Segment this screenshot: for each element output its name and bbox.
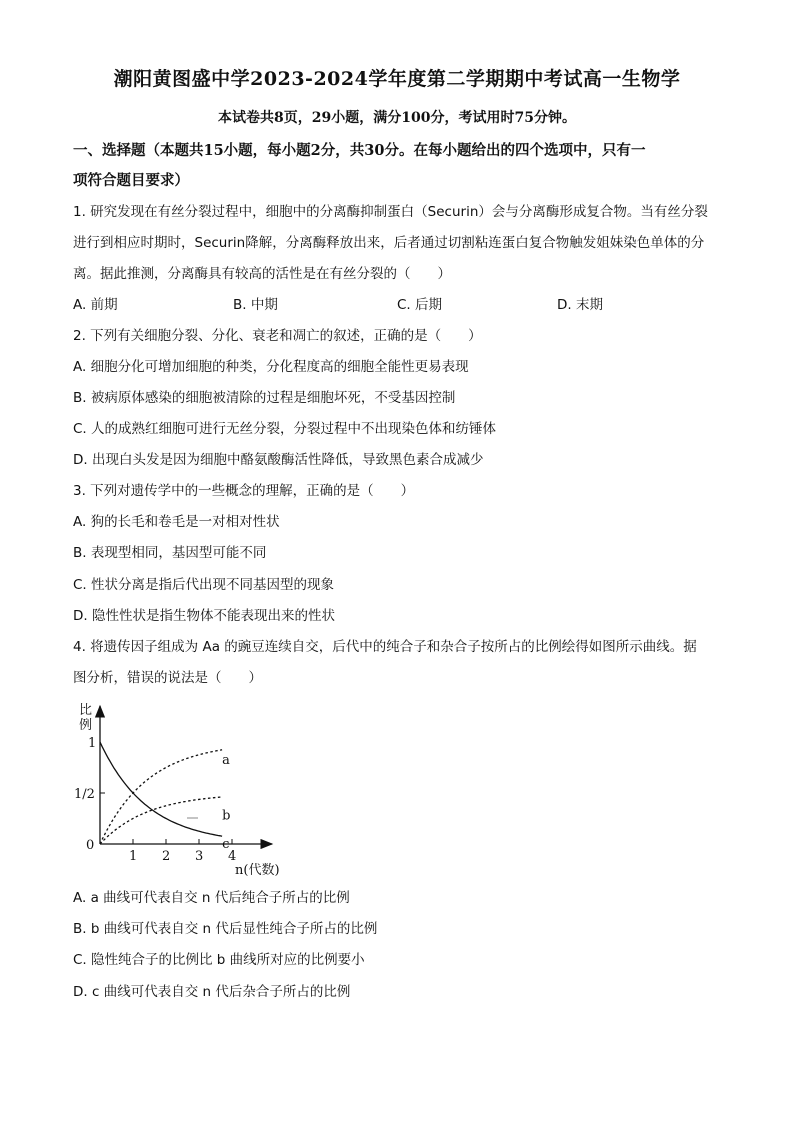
q2-option-c[interactable]: C. 人的成熟红细胞可进行无丝分裂，分裂过程中不出现染色体和纺锤体 bbox=[73, 421, 497, 437]
x-tick-label: 4 bbox=[228, 849, 237, 864]
q1-option-b[interactable]: B. 中期 bbox=[233, 297, 278, 313]
q4-option-b[interactable]: B. b 曲线可代表自交 n 代后显性纯合子所占的比例 bbox=[73, 921, 378, 937]
section-heading-line1: 一、选择题（本题共15小题，每小题2分，共30分。在每小题给出的四个选项中，只有一 bbox=[73, 142, 646, 159]
section-heading bbox=[73, 136, 725, 196]
y-axis-label-char: 比 bbox=[79, 703, 93, 718]
q2-option-b[interactable]: B. 被病原体感染的细胞被清除的过程是细胞坏死，不受基因控制 bbox=[73, 390, 456, 406]
page-title: 潮阳黄图盛中学2023-2024学年度第二学期期中考试高一生物学 bbox=[113, 68, 681, 90]
y-tick-label: 1 bbox=[88, 736, 97, 751]
q2-stem: 2. 下列有关细胞分裂、分化、衰老和凋亡的叙述，正确的是（ ） bbox=[73, 328, 482, 344]
y-tick-label: 0 bbox=[86, 838, 95, 853]
series-label-b: b bbox=[222, 808, 231, 824]
q3-option-d[interactable]: D. 隐性性状是指生物体不能表现出来的性状 bbox=[73, 608, 335, 624]
x-tick-label: 1 bbox=[129, 849, 138, 864]
series-label-c: c bbox=[222, 836, 230, 852]
section-heading-line2: 项符合题目要求） bbox=[73, 172, 189, 189]
q4-option-a[interactable]: A. a 曲线可代表自交 n 代后纯合子所占的比例 bbox=[73, 890, 350, 906]
q4-line2: 图分析，错误的说法是（ ） bbox=[73, 670, 262, 686]
q2-option-d[interactable]: D. 出现白头发是因为细胞中酪氨酸酶活性降低，导致黑色素合成减少 bbox=[73, 452, 484, 468]
q4-line1: 4. 将遗传因子组成为 Aa 的豌豆连续自交，后代中的纯合子和杂合子按所占的比例绘得如图所示曲线。据 bbox=[73, 639, 697, 655]
q2-option-a[interactable]: A. 细胞分化可增加细胞的种类，分化程度高的细胞全能性更易表现 bbox=[73, 359, 469, 375]
q1-line2: 进行到相应时期时，Securin降解，分离酶释放出来，后者通过切割粘连蛋白复合物触发姐妹染色单体的分 bbox=[73, 235, 705, 251]
q1-line3: 离。据此推测，分离酶具有较高的活性是在有丝分裂的（ ） bbox=[73, 266, 451, 282]
q1-option-d[interactable]: D. 末期 bbox=[557, 297, 603, 313]
q1-line1: 1. 研究发现在有丝分裂过程中，细胞中的分离酶抑制蛋白（Securin）会与分离酶形成复合物。当有丝分裂 bbox=[73, 204, 708, 220]
curve-a bbox=[100, 750, 222, 844]
chart-svg bbox=[70, 700, 300, 885]
q4-option-d[interactable]: D. c 曲线可代表自交 n 代后杂合子所占的比例 bbox=[73, 984, 351, 1000]
exam-info: 本试卷共8页，29小题，满分100分，考试用时75分钟。 bbox=[218, 110, 576, 126]
curve-b bbox=[100, 797, 222, 844]
q3-stem: 3. 下列对遗传学中的一些概念的理解，正确的是（ ） bbox=[73, 483, 415, 499]
q3-option-b[interactable]: B. 表现型相同，基因型可能不同 bbox=[73, 545, 267, 561]
series-label-a: a bbox=[222, 753, 230, 769]
q1-option-a[interactable]: A. 前期 bbox=[73, 297, 118, 313]
q3-option-a[interactable]: A. 狗的长毛和卷毛是一对相对性状 bbox=[73, 514, 280, 530]
q3-option-c[interactable]: C. 性状分离是指后代出现不同基因型的现象 bbox=[73, 577, 335, 593]
y-tick-label: 1/2 bbox=[74, 787, 95, 802]
x-tick-label: 2 bbox=[162, 849, 171, 864]
x-axis-label: n(代数) bbox=[235, 863, 280, 878]
y-axis-label-char: 例 bbox=[79, 718, 93, 733]
curve-c bbox=[100, 742, 222, 836]
x-tick-label: 3 bbox=[195, 849, 204, 864]
y-axis-label bbox=[79, 703, 92, 733]
ratio-curve-chart bbox=[70, 700, 300, 885]
q1-option-c[interactable]: C. 后期 bbox=[397, 297, 443, 313]
q4-option-c[interactable]: C. 隐性纯合子的比例比 b 曲线所对应的比例要小 bbox=[73, 952, 365, 968]
